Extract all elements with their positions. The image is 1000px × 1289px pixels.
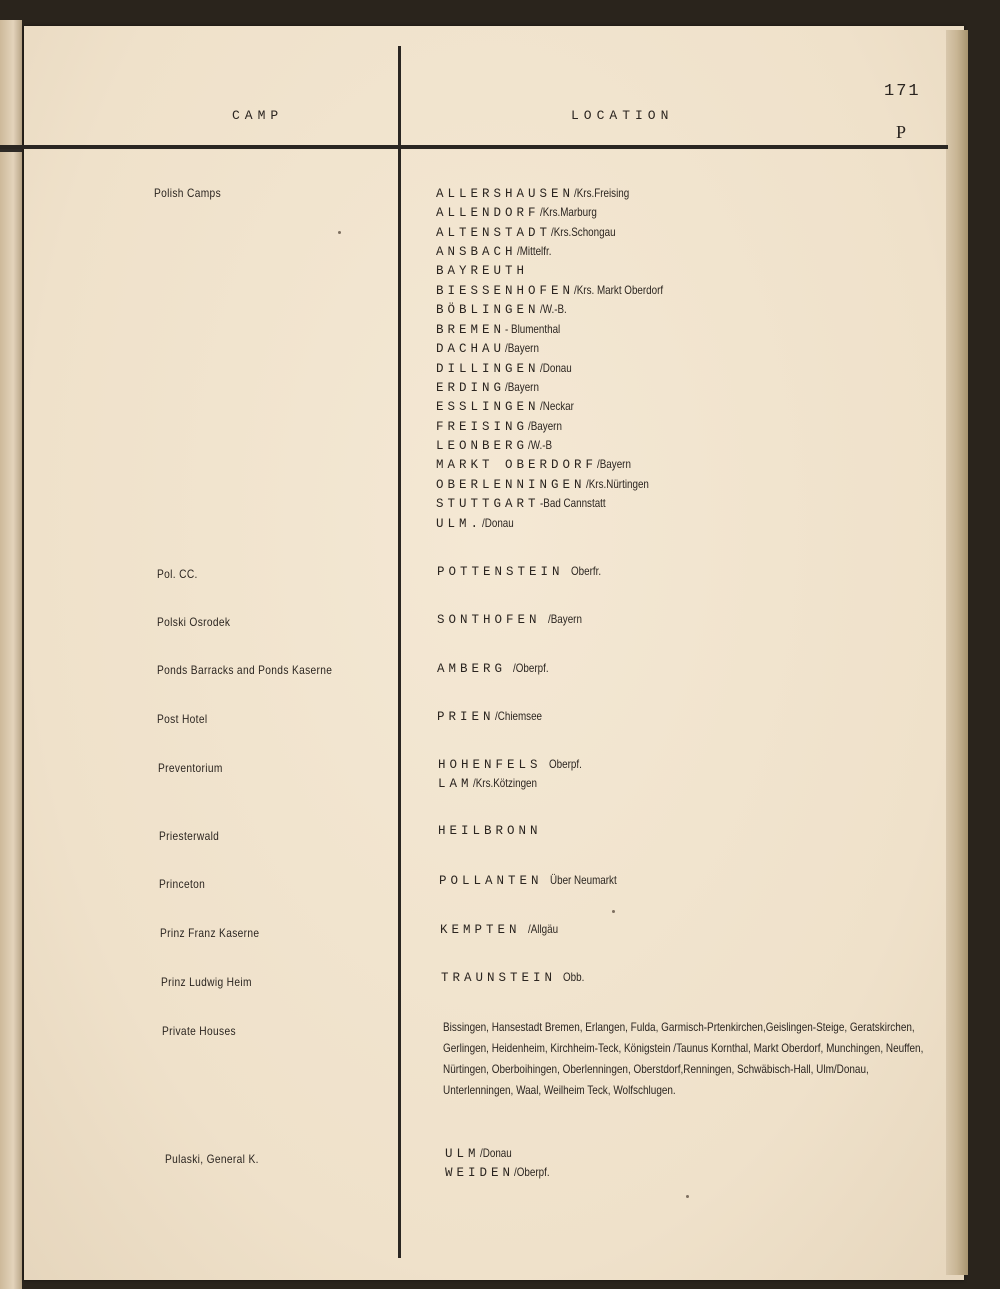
location-list xyxy=(441,968,589,987)
camp-name: Princeton xyxy=(159,877,206,891)
location-row xyxy=(436,514,683,533)
location-row xyxy=(438,774,589,793)
location-row xyxy=(436,359,683,378)
location-row xyxy=(436,262,683,281)
location-row xyxy=(438,755,589,774)
camp-name: Private Houses xyxy=(162,1024,236,1038)
location-list xyxy=(437,707,552,726)
location-detail: /Oberpf. xyxy=(514,1165,550,1180)
location-place: HEILBRONN xyxy=(438,824,542,838)
location-row xyxy=(436,184,683,203)
camp-name: Ponds Barracks and Ponds Kaserne xyxy=(157,663,333,677)
camp-name: Prinz Franz Kaserne xyxy=(160,926,260,940)
location-place: OBERLENNINGEN xyxy=(436,477,586,492)
location-detail: /W.-B. xyxy=(539,302,567,317)
location-place: ANSBACH xyxy=(436,245,517,260)
column-divider xyxy=(398,46,401,1258)
location-place: KEMPTEN xyxy=(440,923,521,937)
location-place: PRIEN xyxy=(437,710,495,724)
location-row xyxy=(445,1163,557,1182)
location-row xyxy=(436,320,683,339)
location-row xyxy=(440,920,564,939)
location-detail: /Krs.Nürtingen xyxy=(585,476,649,491)
location-place: POTTENSTEIN xyxy=(437,565,564,579)
location-row xyxy=(436,475,683,494)
location-row xyxy=(436,378,683,397)
location-detail: /Donau xyxy=(539,360,572,375)
location-detail: - Blumenthal xyxy=(505,321,561,336)
location-place: TRAUNSTEIN xyxy=(441,971,557,985)
camp-name: Preventorium xyxy=(158,761,223,775)
location-row xyxy=(441,968,589,987)
location-place: POLLANTEN xyxy=(439,874,543,888)
location-row xyxy=(436,417,683,436)
location-row xyxy=(439,871,631,890)
location-row xyxy=(438,822,542,841)
page-number: 171 xyxy=(884,82,921,101)
location-row xyxy=(436,494,683,513)
location-place: DILLINGEN xyxy=(436,361,540,376)
location-row xyxy=(436,455,683,474)
camp-name: Post Hotel xyxy=(157,712,208,726)
section-letter: P xyxy=(896,122,907,142)
location-detail: Oberpf. xyxy=(548,757,582,771)
camp-name: Prinz Ludwig Heim xyxy=(161,975,252,989)
location-detail: /Donau xyxy=(479,1146,512,1160)
location-detail: Obb. xyxy=(563,970,585,984)
location-place: BIESSENHOFEN xyxy=(436,283,575,298)
location-detail: /Donau xyxy=(482,515,514,530)
location-place: WEIDEN xyxy=(445,1166,515,1181)
location-list xyxy=(438,822,542,841)
location-list xyxy=(445,1144,557,1183)
location-detail: /Krs.Freising xyxy=(574,186,630,200)
location-row xyxy=(436,436,683,455)
location-row xyxy=(436,203,683,222)
location-detail: /Mittelfr. xyxy=(516,244,551,259)
paper-speck xyxy=(338,231,341,234)
location-detail: /Neckar xyxy=(539,399,574,414)
page-stack-edge xyxy=(946,30,968,1275)
location-detail: /Bayern xyxy=(597,457,631,472)
location-detail: /Bayern xyxy=(528,418,562,433)
location-row xyxy=(445,1144,557,1163)
location-detail: /Krs. Markt Oberdorf xyxy=(574,282,664,297)
location-place: AMBERG xyxy=(437,662,507,676)
location-row xyxy=(437,659,557,678)
location-place: ALLENDORF xyxy=(436,206,540,221)
location-detail: Oberfr. xyxy=(570,564,601,578)
location-detail: Über Neumarkt xyxy=(549,873,617,887)
location-detail: /Krs.Schongau xyxy=(551,224,616,239)
location-list xyxy=(436,184,683,533)
camp-name: Polski Osrodek xyxy=(157,615,231,629)
location-detail: /Allgäu xyxy=(527,922,558,936)
location-place: ESSLINGEN xyxy=(436,400,540,415)
camp-name: Priesterwald xyxy=(159,829,220,843)
camp-name: Polish Camps xyxy=(154,186,222,200)
location-detail: /Krs.Marburg xyxy=(539,205,597,220)
location-place: LEONBERG xyxy=(436,439,529,454)
location-place: HOHENFELS xyxy=(438,758,542,772)
private-houses-location-text: Bissingen, Hansestadt Bremen, Erlangen, Fulda, Garmisch-Prtenkirchen,Geislingen-Steige, Geratskirchen, Gerlingen, Heidenheim, Kirchheim-Teck, Königstein /Taunus Kornthal, Markt Oberdorf, Munchingen, Neuffen, Nürtingen, Oberboihingen, Oberlenningen, Oberstdorf,Renningen, Schwäbisch-Hall, Ulm/Donau, Unterlenningen, Waal, Weilheim Teck, Wolfschlugen. xyxy=(443,1020,924,1097)
location-list xyxy=(437,659,557,678)
column-header-camp: CAMP xyxy=(232,108,284,123)
location-place: BREMEN xyxy=(436,322,506,337)
header-rule xyxy=(0,145,948,149)
location-detail: /Krs.Kötzingen xyxy=(472,776,537,791)
location-detail: /Bayern xyxy=(505,341,539,356)
location-list xyxy=(440,920,564,939)
location-place: ULM. xyxy=(436,516,483,531)
location-place: BÖBLINGEN xyxy=(436,303,540,318)
camp-name: Pulaski, General K. xyxy=(165,1152,259,1166)
paper-speck xyxy=(686,1195,689,1198)
location-row xyxy=(436,242,683,261)
location-row xyxy=(436,281,683,300)
location-place: ULM xyxy=(445,1147,480,1161)
location-row xyxy=(436,397,683,416)
location-place: DACHAU xyxy=(436,342,506,357)
location-place: MARKT OBERDORF xyxy=(436,458,598,473)
location-list xyxy=(437,562,607,581)
location-row xyxy=(436,339,683,358)
location-list xyxy=(438,755,589,794)
location-detail: /Chiemsee xyxy=(494,709,542,723)
location-detail: /Bayern xyxy=(547,612,582,626)
location-place: ALTENSTADT xyxy=(436,225,552,240)
location-row xyxy=(436,223,683,242)
previous-page-edge xyxy=(0,20,22,1289)
column-header-location: LOCATION xyxy=(571,108,674,123)
location-row xyxy=(437,610,589,629)
location-row xyxy=(437,707,552,726)
location-place: BAYREUTH xyxy=(436,263,529,278)
location-detail: /W.-B xyxy=(528,438,553,453)
location-row xyxy=(437,562,607,581)
location-place: FREISING xyxy=(436,419,529,434)
location-list xyxy=(439,871,631,890)
location-place: ERDING xyxy=(436,380,506,395)
location-row xyxy=(436,300,683,319)
location-place: STUTTGART xyxy=(436,497,540,512)
location-place: ALLERSHAUSEN xyxy=(436,187,575,201)
location-place: LAM xyxy=(438,777,473,792)
location-place: SONTHOFEN xyxy=(437,613,541,627)
location-detail: -Bad Cannstatt xyxy=(539,496,606,511)
location-detail: /Bayern xyxy=(505,379,539,394)
paper-speck xyxy=(612,910,615,913)
location-list xyxy=(437,610,589,629)
camp-name: Pol. CC. xyxy=(157,567,198,581)
location-detail: /Oberpf. xyxy=(513,661,549,675)
